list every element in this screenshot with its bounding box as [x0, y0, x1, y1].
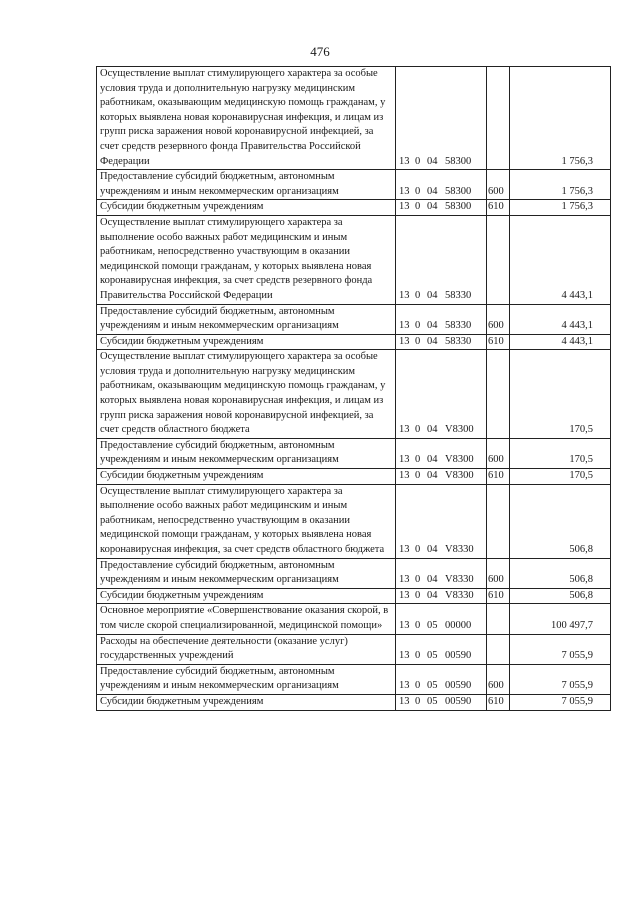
row-code	[396, 215, 487, 304]
row-code	[396, 694, 487, 710]
row-description: Субсидии бюджетным учреждениям	[97, 334, 396, 350]
row-code	[396, 350, 487, 439]
code-event: 05	[427, 619, 438, 631]
row-code	[396, 588, 487, 604]
row-expense-type: 610	[487, 200, 510, 216]
table-row	[97, 484, 611, 558]
code-event: 04	[427, 289, 438, 301]
row-description: Основное мероприятие «Совершенствование оказания скорой, в том числе скорой специализированной, медицинской помощи»	[97, 604, 396, 634]
code-subprogram: 0	[415, 544, 421, 555]
table-row	[97, 634, 611, 664]
code-subprogram: 0	[415, 424, 421, 436]
row-description: Предоставление субсидий бюджетным, автономным учреждениям и иным некоммерческим организациям	[97, 438, 396, 468]
code-event: 04	[427, 544, 438, 555]
row-description: Предоставление субсидий бюджетным, автономным учреждениям и иным некоммерческим организациям	[97, 558, 396, 588]
row-code	[396, 304, 487, 334]
row-code	[396, 438, 487, 468]
row-expense-type: 600	[487, 664, 510, 694]
row-expense-type: 600	[487, 170, 510, 200]
row-amount: 7 055,9	[510, 694, 611, 710]
row-description: Субсидии бюджетным учреждениям	[97, 200, 396, 216]
row-expense-type: 600	[487, 304, 510, 334]
code-direction: 00000	[445, 619, 472, 631]
row-amount: 170,5	[510, 350, 611, 439]
table-row	[97, 334, 611, 350]
row-description: Осуществление выплат стимулирующего характера за выполнение особо важных работ медицинским и иным работникам, непосредственно участвующим в оказании медицинской помощи гражданам, у которых выявлена новая коронавирусная инфекция, за счет средств областного бюджета	[97, 484, 396, 558]
code-program: 13	[399, 544, 410, 555]
code-direction: 58300	[445, 201, 472, 213]
code-program: 13	[399, 619, 410, 631]
code-subprogram: 0	[415, 201, 421, 213]
code-event: 04	[427, 424, 438, 436]
code-event: 04	[427, 185, 438, 197]
code-subprogram: 0	[415, 454, 421, 466]
row-description: Предоставление субсидий бюджетным, автономным учреждениям и иным некоммерческим организациям	[97, 304, 396, 334]
row-description: Расходы на обеспечение деятельности (оказание услуг) государственных учреждений	[97, 634, 396, 664]
table-row	[97, 664, 611, 694]
row-amount: 506,8	[510, 588, 611, 604]
code-direction: V8330	[445, 574, 474, 586]
code-direction: 00590	[445, 695, 472, 707]
table-row	[97, 438, 611, 468]
code-direction: 00590	[445, 650, 472, 662]
row-expense-type: 600	[487, 558, 510, 588]
code-program: 13	[399, 320, 410, 332]
code-event: 04	[427, 201, 438, 213]
code-subprogram: 0	[415, 574, 421, 586]
row-description: Осуществление выплат стимулирующего характера за выполнение особо важных работ медицинским и иным работникам, непосредственно участвующим в оказании медицинской помощи гражданам, у которых выявлена новая коронавирусная инфекция, за счет средств резервного фонда Правительства Российской Федерации	[97, 215, 396, 304]
row-amount: 7 055,9	[510, 664, 611, 694]
row-expense-type	[487, 67, 510, 170]
row-expense-type	[487, 350, 510, 439]
row-code	[396, 200, 487, 216]
code-direction: 58300	[445, 155, 472, 167]
row-expense-type	[487, 634, 510, 664]
code-subprogram: 0	[415, 289, 421, 301]
code-program: 13	[399, 335, 410, 347]
code-event: 04	[427, 155, 438, 167]
code-event: 04	[427, 574, 438, 586]
row-description: Субсидии бюджетным учреждениям	[97, 588, 396, 604]
code-direction: 58330	[445, 320, 472, 332]
code-direction: V8330	[445, 589, 474, 601]
row-description: Осуществление выплат стимулирующего характера за особые условия труда и дополнительную нагрузку медицинским работникам, оказывающим медицинскую помощь гражданам, у которых выявлена новая коронавирусная инфекция, и лицам из групп риска заражения новой коронавирусной инфекцией, за счет средств резервного фонда Правительства Российской Федерации	[97, 67, 396, 170]
code-event: 04	[427, 320, 438, 332]
table-row	[97, 469, 611, 485]
row-code	[396, 67, 487, 170]
code-direction: 58330	[445, 289, 472, 301]
budget-table-body	[97, 67, 611, 711]
code-program: 13	[399, 589, 410, 601]
code-direction: V8330	[445, 544, 474, 555]
code-subprogram: 0	[415, 470, 421, 482]
row-amount: 100 497,7	[510, 604, 611, 634]
code-program: 13	[399, 289, 410, 301]
code-program: 13	[399, 574, 410, 586]
code-program: 13	[399, 454, 410, 466]
row-code	[396, 334, 487, 350]
table-row	[97, 558, 611, 588]
code-subprogram: 0	[415, 619, 421, 631]
row-code	[396, 558, 487, 588]
row-amount: 4 443,1	[510, 304, 611, 334]
code-subprogram: 0	[415, 320, 421, 332]
row-expense-type	[487, 604, 510, 634]
code-subprogram: 0	[415, 155, 421, 167]
row-code	[396, 469, 487, 485]
code-direction: 58330	[445, 335, 472, 347]
table-row	[97, 304, 611, 334]
code-subprogram: 0	[415, 589, 421, 601]
row-description: Субсидии бюджетным учреждениям	[97, 694, 396, 710]
page-number: 476	[310, 44, 330, 59]
code-direction: 00590	[445, 680, 472, 692]
code-program: 13	[399, 680, 410, 692]
row-expense-type: 610	[487, 588, 510, 604]
code-program: 13	[399, 470, 410, 482]
row-description: Осуществление выплат стимулирующего характера за особые условия труда и дополнительную нагрузку медицинским работникам, оказывающим медицинскую помощь гражданам, у которых выявлена новая коронавирусная инфекция, и лицам из групп риска заражения новой коронавирусной инфекцией, за счет средств областного бюджета	[97, 350, 396, 439]
row-code	[396, 604, 487, 634]
table-row	[97, 67, 611, 170]
row-amount: 506,8	[510, 484, 611, 558]
code-event: 04	[427, 454, 438, 466]
code-subprogram: 0	[415, 695, 421, 707]
code-program: 13	[399, 424, 410, 436]
table-row	[97, 588, 611, 604]
row-code	[396, 170, 487, 200]
row-amount: 1 756,3	[510, 170, 611, 200]
table-row	[97, 170, 611, 200]
row-expense-type: 600	[487, 438, 510, 468]
code-program: 13	[399, 185, 410, 197]
row-expense-type: 610	[487, 469, 510, 485]
row-expense-type	[487, 215, 510, 304]
row-amount: 4 443,1	[510, 334, 611, 350]
code-subprogram: 0	[415, 335, 421, 347]
code-subprogram: 0	[415, 680, 421, 692]
code-event: 04	[427, 589, 438, 601]
budget-table	[96, 66, 611, 711]
row-expense-type: 610	[487, 334, 510, 350]
code-direction: V8300	[445, 470, 474, 482]
table-row	[97, 215, 611, 304]
code-event: 05	[427, 695, 438, 707]
row-amount: 4 443,1	[510, 215, 611, 304]
code-subprogram: 0	[415, 185, 421, 197]
row-amount: 1 756,3	[510, 67, 611, 170]
code-direction: 58300	[445, 185, 472, 197]
row-amount: 170,5	[510, 469, 611, 485]
code-direction: V8300	[445, 454, 474, 466]
code-program: 13	[399, 650, 410, 662]
row-amount: 170,5	[510, 438, 611, 468]
row-description: Субсидии бюджетным учреждениям	[97, 469, 396, 485]
row-description: Предоставление субсидий бюджетным, автономным учреждениям и иным некоммерческим организациям	[97, 170, 396, 200]
row-code	[396, 664, 487, 694]
row-expense-type: 610	[487, 694, 510, 710]
table-row	[97, 200, 611, 216]
code-direction: V8300	[445, 424, 474, 436]
table-row	[97, 694, 611, 710]
code-program: 13	[399, 695, 410, 707]
code-program: 13	[399, 155, 410, 167]
table-row	[97, 604, 611, 634]
row-expense-type	[487, 484, 510, 558]
code-program: 13	[399, 201, 410, 213]
row-amount: 1 756,3	[510, 200, 611, 216]
code-event: 05	[427, 680, 438, 692]
row-amount: 7 055,9	[510, 634, 611, 664]
code-event: 04	[427, 335, 438, 347]
row-code	[396, 634, 487, 664]
code-event: 04	[427, 470, 438, 482]
row-description: Предоставление субсидий бюджетным, автономным учреждениям и иным некоммерческим организациям	[97, 664, 396, 694]
table-row	[97, 350, 611, 439]
code-subprogram: 0	[415, 650, 421, 662]
code-event: 05	[427, 650, 438, 662]
row-amount: 506,8	[510, 558, 611, 588]
row-code	[396, 484, 487, 558]
